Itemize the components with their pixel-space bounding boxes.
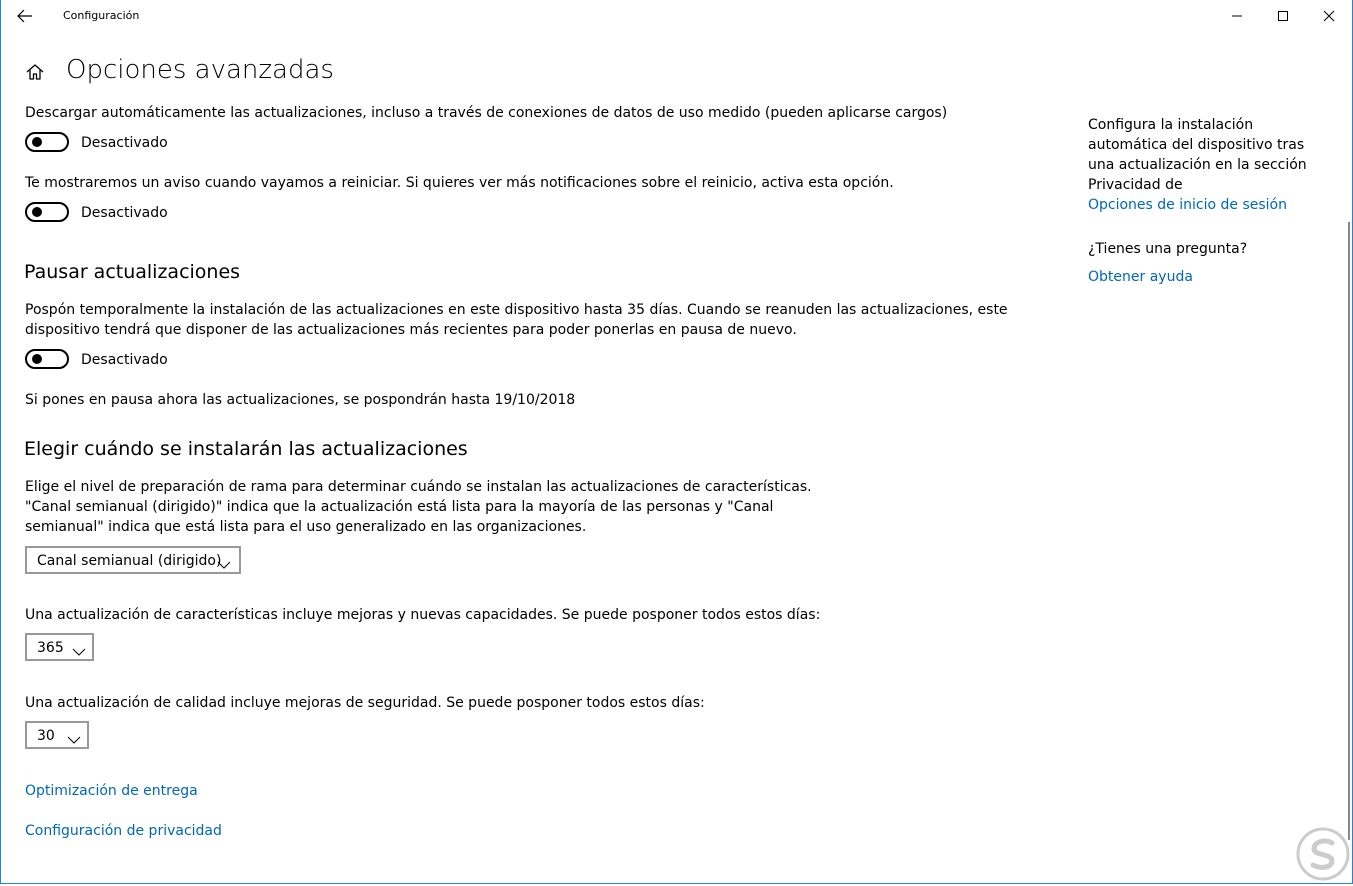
sidebar-question: ¿Tienes una pregunta?: [1088, 241, 1248, 257]
back-arrow-icon[interactable]: [14, 6, 36, 26]
pause-note: Si pones en pausa ahora las actualizaciones, se pospondrán hasta 19/10/2018: [25, 392, 576, 408]
signin-options-link[interactable]: Opciones de inicio de sesión: [1088, 197, 1287, 213]
metered-toggle[interactable]: [25, 132, 69, 152]
maximize-icon[interactable]: [1260, 0, 1306, 32]
pause-heading: Pausar actualizaciones: [24, 261, 241, 283]
feature-update-description: Una actualización de características incluye mejoras y nuevas capacidades. Se puede posponer todos estos días:: [25, 607, 821, 623]
channel-select-value: Canal semianual (dirigido): [37, 553, 222, 569]
delivery-optimization-link[interactable]: Optimización de entrega: [25, 783, 198, 799]
privacy-settings-link[interactable]: Configuración de privacidad: [25, 823, 222, 839]
channel-select[interactable]: [25, 546, 241, 574]
chevron-down-icon: [217, 555, 231, 565]
quality-days-select[interactable]: [25, 721, 89, 749]
toggle-knob: [32, 354, 42, 364]
metered-description: Descargar automáticamente las actualizaciones, incluso a través de conexiones de datos de uso medido (pueden aplicarse cargos): [25, 105, 948, 121]
minimize-icon[interactable]: [1214, 0, 1260, 32]
choose-description: Elige el nivel de preparación de rama para determinar cuándo se instalan las actualizaciones de características. "Canal semianual (dirigido)" indica que la actualización está lista para la mayoría de las personas y "Canal semianual" indica que está lista para el uso generalizado en las organizaciones.: [25, 479, 812, 535]
restart-toggle[interactable]: [25, 202, 69, 222]
pause-toggle[interactable]: [25, 349, 69, 369]
home-icon[interactable]: [25, 62, 45, 82]
sidebar-info-text: Configura la instalación automática del dispositivo tras una actualización en la sección Privacidad de: [1088, 117, 1307, 193]
metered-toggle-label: Desactivado: [81, 135, 168, 151]
watermark-logo-icon: [1296, 826, 1350, 882]
title-bar: [0, 0, 1353, 32]
quality-update-description: Una actualización de calidad incluye mejoras de seguridad. Se puede posponer todos estos días:: [25, 695, 705, 711]
pause-description: Pospón temporalmente la instalación de las actualizaciones en este dispositivo hasta 35 días. Cuando se reanuden las actualizaciones, este dispositivo tendrá que disponer de las actualizaciones más recientes para poder ponerlas en pausa de nuevo.: [25, 302, 1008, 338]
app-title: Configuración: [63, 9, 140, 22]
chevron-down-icon: [67, 730, 81, 740]
restart-toggle-label: Desactivado: [81, 205, 168, 221]
scrollbar[interactable]: [1348, 222, 1350, 840]
quality-days-value: 30: [37, 728, 55, 744]
get-help-link[interactable]: Obtener ayuda: [1088, 269, 1193, 285]
feature-days-select[interactable]: [25, 633, 94, 661]
page-title: Opciones avanzadas: [66, 55, 334, 85]
pause-toggle-label: Desactivado: [81, 352, 168, 368]
close-icon[interactable]: [1306, 0, 1352, 32]
feature-days-value: 365: [37, 640, 64, 656]
toggle-knob: [32, 137, 42, 147]
toggle-knob: [32, 207, 42, 217]
chevron-down-icon: [72, 642, 86, 652]
choose-heading: Elegir cuándo se instalarán las actualizaciones: [24, 438, 468, 460]
restart-description: Te mostraremos un aviso cuando vayamos a reiniciar. Si quieres ver más notificaciones sobre el reinicio, activa esta opción.: [25, 175, 894, 191]
